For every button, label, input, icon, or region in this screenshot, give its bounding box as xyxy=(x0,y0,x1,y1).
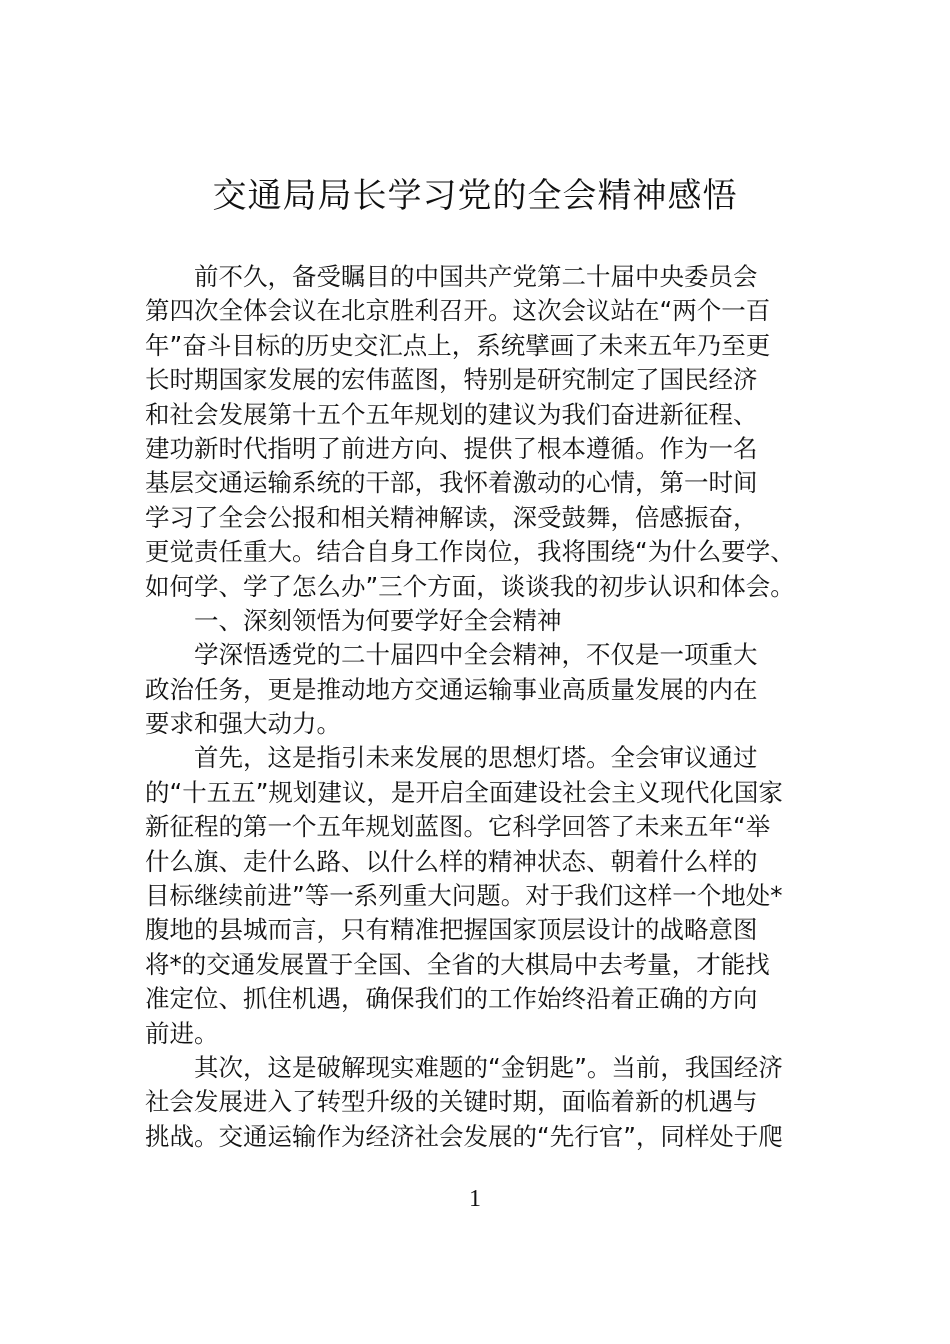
text-line: 建功新时代指明了前进方向、提供了根本遵循。作为一名 xyxy=(145,433,758,463)
text-line: 腹地的县城而言，只有精准把握国家顶层设计的战略意图 xyxy=(145,915,758,945)
text-line: 学习了全会公报和相关精神解读，深受鼓舞，倍感振奋， xyxy=(145,502,758,532)
text-line: 将*的交通发展置于全国、全省的大棋局中去考量，才能找 xyxy=(145,949,770,979)
document-title: 交通局局长学习党的全会精神感悟 xyxy=(212,176,738,216)
text-line: 第四次全体会议在北京胜利召开。这次会议站在“两个一百 xyxy=(145,296,771,326)
text-line: 首先，这是指引未来发展的思想灯塔。全会审议通过 xyxy=(194,743,758,773)
text-line: 要求和强大动力。 xyxy=(145,709,341,739)
text-line: 基层交通运输系统的干部，我怀着激动的心情，第一时间 xyxy=(145,468,758,498)
text-line: 长时期国家发展的宏伟蓝图，特别是研究制定了国民经济 xyxy=(145,365,758,395)
text-line: 政治任务，更是推动地方交通运输事业高质量发展的内在 xyxy=(145,674,758,704)
text-line: 学深悟透党的二十届四中全会精神，不仅是一项重大 xyxy=(194,640,758,670)
text-line: 的“十五五”规划建议，是开启全面建设社会主义现代化国家 xyxy=(145,777,783,807)
document-body xyxy=(145,260,825,1154)
text-line: 什么旗、走什么路、以什么样的精神状态、朝着什么样的 xyxy=(145,846,758,876)
text-line: 准定位、抓住机遇，确保我们的工作始终沿着正确的方向 xyxy=(145,984,758,1014)
text-line: 社会发展进入了转型升级的关键时期，面临着新的机遇与 xyxy=(145,1087,758,1117)
text-line: 前不久，备受瞩目的中国共产党第二十届中央委员会 xyxy=(194,262,758,291)
text-line: 新征程的第一个五年规划蓝图。它科学回答了未来五年“举 xyxy=(145,812,771,842)
text-line: 其次，这是破解现实难题的“金钥匙”。当前，我国经济 xyxy=(194,1052,783,1082)
page-number: 1 xyxy=(469,1186,481,1212)
text-line: 年”奋斗目标的历史交汇点上，系统擘画了未来五年乃至更 xyxy=(145,330,771,360)
text-line: 如何学、学了怎么办”三个方面，谈谈我的初步认识和体会。 xyxy=(145,571,795,601)
text-line: 更觉责任重大。结合自身工作岗位，我将围绕“为什么要学、 xyxy=(145,537,795,567)
text-line: 挑战。交通运输作为经济社会发展的“先行官”，同样处于爬 xyxy=(145,1121,783,1151)
text-line: 前进。 xyxy=(145,1018,219,1048)
text-line: 和社会发展第十五个五年规划的建议为我们奋进新征程、 xyxy=(145,399,758,429)
text-line: 目标继续前进”等一系列重大问题。对于我们这样一个地处* xyxy=(145,881,783,911)
section-heading: 一、深刻领悟为何要学好全会精神 xyxy=(194,605,562,635)
